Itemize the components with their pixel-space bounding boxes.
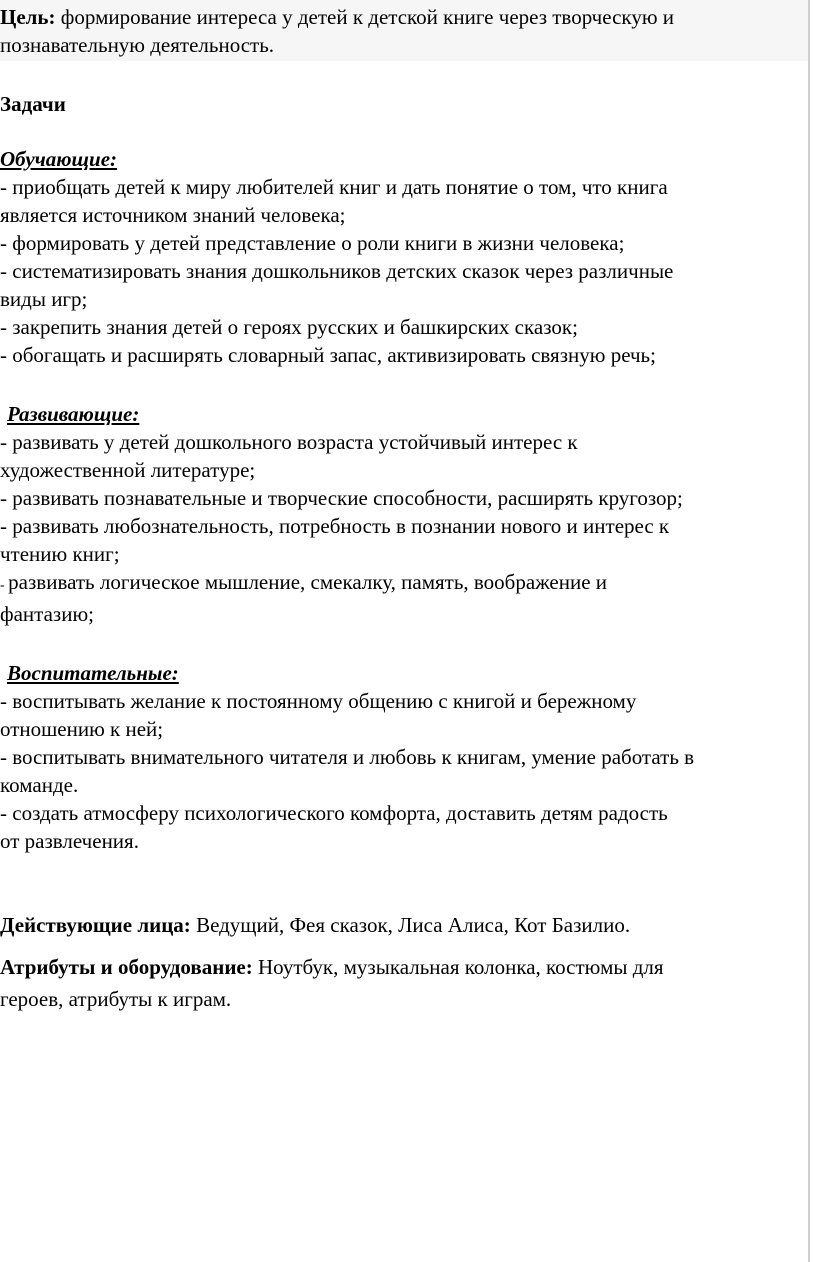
educational-line: от развлечения.: [0, 829, 139, 853]
educational-line: - воспитывать желание к постоянному общению с книгой и бережному: [0, 689, 637, 713]
goal-line-1: [0, 3, 808, 31]
tasks-heading: Задачи: [0, 92, 66, 116]
educational-line: отношению к ней;: [0, 717, 164, 741]
goal-line-2: познавательную деятельность.: [0, 33, 275, 57]
equipment-label: Атрибуты и оборудование:: [0, 955, 253, 979]
teaching-line: - обогащать и расширять словарный запас, активизировать связную речь;: [0, 343, 656, 367]
goal-section: [0, 0, 808, 61]
developing-title: Развивающие:: [7, 402, 140, 426]
educational-line: - воспитывать внимательного читателя и любовь к книгам, умение работать в: [0, 745, 695, 769]
goal-label: Цель:: [0, 5, 56, 29]
developing-line: [0, 568, 810, 600]
teaching-line: является источником знаний человека;: [0, 203, 346, 227]
teaching-line: - формировать у детей представление о роли книги в жизни человека;: [0, 231, 625, 255]
educational-title: Воспитательные:: [7, 661, 179, 685]
developing-line: фантазию;: [0, 602, 94, 626]
developing-line: художественной литературе;: [0, 458, 256, 482]
goal-text-1: формирование интереса у детей к детской книге через творческую и: [55, 5, 674, 29]
equipment-line-1: [0, 951, 810, 983]
equipment-line-2: героев, атрибуты к играм.: [0, 987, 232, 1011]
educational-line: - создать атмосферу психологического комфорта, доставить детям радость: [0, 801, 668, 825]
developing-line: чтению книг;: [0, 542, 120, 566]
teaching-title: Обучающие:: [0, 147, 118, 171]
developing-last-dash: -: [0, 578, 9, 593]
developing-line: - развивать у детей дошкольного возраста устойчивый интерес к: [0, 430, 578, 454]
characters-label: Действующие лица:: [0, 913, 191, 937]
developing-line: - развивать познавательные и творческие способности, расширять кругозор;: [0, 486, 683, 510]
educational-line: команде.: [0, 773, 79, 797]
teaching-line: - систематизировать знания дошкольников детских сказок через различные: [0, 259, 674, 283]
characters-line: [0, 911, 810, 939]
characters-text: Ведущий, Фея сказок, Лиса Алиса, Кот Базилио.: [190, 913, 631, 937]
teaching-line: виды игр;: [0, 287, 88, 311]
developing-last-text: развивать логическое мышление, смекалку, память, воображение и: [8, 570, 608, 594]
equipment-text-1: Ноутбук, музыкальная колонка, костюмы для: [252, 955, 664, 979]
teaching-line: - закрепить знания детей о героях русских и башкирских сказок;: [0, 315, 578, 339]
teaching-line: - приобщать детей к миру любителей книг и дать понятие о том, что книга: [0, 175, 668, 199]
developing-line: - развивать любознательность, потребность в познании нового и интерес к: [0, 514, 670, 538]
